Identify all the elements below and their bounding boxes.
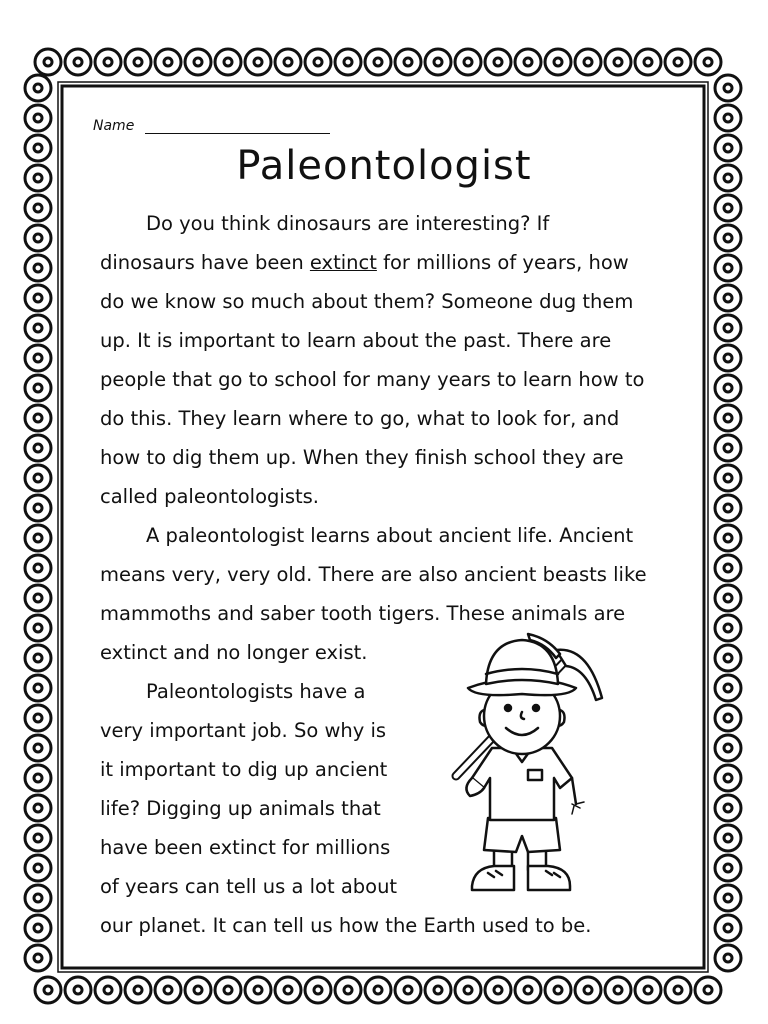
passage-line: mammoths and saber tooth tigers. These animals are (100, 602, 626, 625)
name-label: Name (93, 118, 135, 134)
passage-line: very important job. So why is (100, 719, 387, 742)
passage-text: for millions of years, how (376, 251, 629, 274)
passage-line: A paleontologist learns about ancient life. Ancient (146, 524, 634, 547)
passage-line: up. It is important to learn about the past. There are (100, 329, 612, 352)
passage-line: do we know so much about them? Someone dug them (100, 290, 634, 313)
passage-line: do this. They learn where to go, what to look for, and (100, 407, 620, 430)
name-field (93, 118, 330, 134)
vocab-word-extinct: extinct (309, 251, 377, 274)
passage-line (100, 243, 670, 282)
passage-text: dinosaurs have been (100, 251, 310, 274)
passage-line: extinct and no longer exist. (100, 641, 368, 664)
passage-line: how to dig them up. When they finish school they are (100, 446, 624, 469)
passage-line: of years can tell us a lot about (100, 875, 398, 898)
passage-line: means very, very old. There are also ancient beasts like (100, 563, 647, 586)
paleontologist-boy-icon (448, 628, 618, 913)
passage-line: Do you think dinosaurs are interesting? If (146, 212, 550, 235)
name-blank-line (145, 121, 330, 134)
passage-line: have been extinct for millions (100, 836, 391, 859)
passage-line: our planet. It can tell us how the Earth used to be. (100, 914, 592, 937)
passage-line: it important to dig up ancient (100, 758, 388, 781)
passage-line: called paleontologists. (100, 485, 319, 508)
passage-line: people that go to school for many years to learn how to (100, 368, 645, 391)
page-title: Paleontologist (236, 143, 532, 189)
passage-line: life? Digging up animals that (100, 797, 381, 820)
passage-line: Paleontologists have a (146, 680, 366, 703)
